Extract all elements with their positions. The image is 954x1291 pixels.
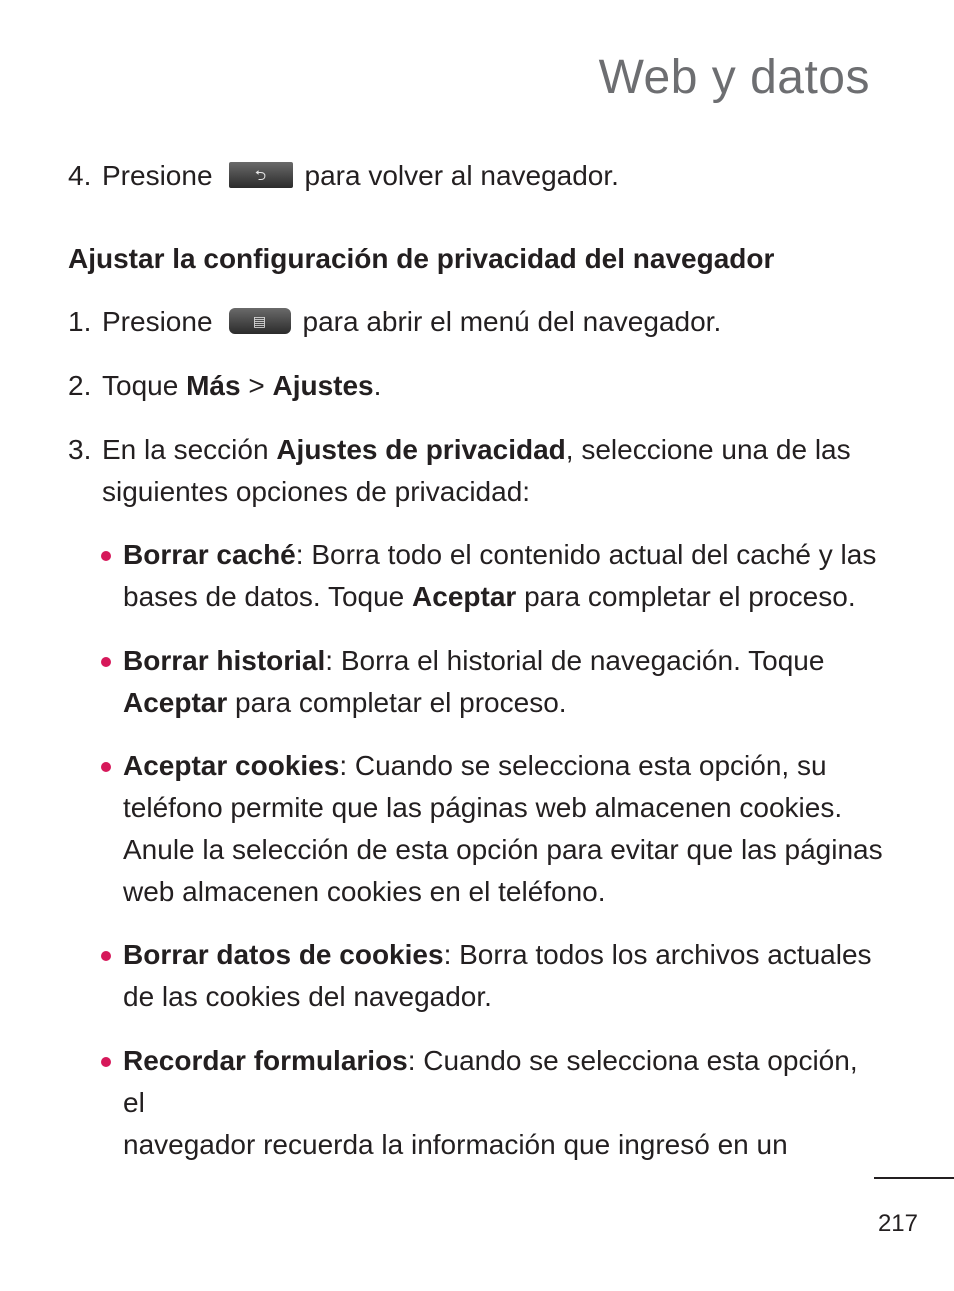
step-number: 1. — [68, 306, 92, 337]
section-heading: Ajustar la configuración de privacidad del navegador — [68, 243, 775, 274]
step-number: 4. — [68, 160, 92, 191]
bullet-dot-icon — [101, 657, 111, 667]
bullet-aceptar-cookies — [123, 745, 883, 913]
bullet-borrar-historial — [123, 640, 883, 724]
bullet-text: : Cuando se selecciona esta opción, su — [339, 750, 827, 781]
bullet-term: Borrar caché — [123, 539, 296, 570]
bullet-dot-icon — [101, 1057, 111, 1067]
bullet-text: : Cuando se selecciona esta opción, el — [123, 1045, 858, 1118]
bullet-term: Borrar historial — [123, 645, 326, 676]
step-text-after: para abrir el menú del navegador. — [302, 306, 722, 337]
bullet-text: : Borra todos los archivos actuales — [443, 939, 872, 970]
back-button-icon: ⮌ — [229, 162, 293, 188]
bullet-text: teléfono permite que las páginas web almacenen cookies. — [123, 792, 843, 823]
bullet-text: : Borra todo el contenido actual del caché y las — [295, 539, 877, 570]
step-1 — [68, 301, 721, 343]
bullet-text: para completar el proceso. — [516, 581, 856, 612]
step-end: . — [373, 370, 382, 401]
aceptar-label: Aceptar — [412, 581, 517, 612]
bullet-text: navegador recuerda la información que ingresó en un — [123, 1129, 788, 1160]
footer-rule — [874, 1177, 954, 1179]
aceptar-label: Aceptar — [123, 687, 228, 718]
path-separator: > — [240, 370, 273, 401]
page-number: 217 — [877, 1210, 918, 1237]
step-3 — [68, 429, 851, 471]
step-4 — [68, 155, 619, 197]
bullet-dot-icon — [101, 551, 111, 561]
bullet-text: bases de datos. Toque — [123, 581, 413, 612]
menu-path-mas: Más — [186, 370, 241, 401]
bullet-text: web almacenen cookies en el teléfono. — [123, 876, 606, 907]
bullet-term: Borrar datos de cookies — [123, 939, 444, 970]
bullet-term: Recordar formularios — [123, 1045, 408, 1076]
step-text-before: Presione — [102, 306, 213, 337]
bullet-term: Aceptar cookies — [123, 750, 340, 781]
step-text: En la sección — [102, 434, 277, 465]
menu-path-ajustes: Ajustes — [272, 370, 374, 401]
step-3-line-2: siguientes opciones de privacidad: — [102, 476, 531, 507]
step-text-before: Presione — [102, 160, 213, 191]
menu-button-icon: ▤ — [229, 308, 291, 334]
bullet-recordar-formularios — [123, 1040, 883, 1166]
bullet-borrar-cache — [123, 534, 883, 618]
privacy-section-name: Ajustes de privacidad — [276, 434, 566, 465]
step-text: Toque — [102, 370, 187, 401]
bullet-text: Anule la selección de esta opción para evitar que las páginas — [123, 834, 883, 865]
bullet-dot-icon — [101, 951, 111, 961]
step-text-after: , seleccione una de las — [565, 434, 851, 465]
page-title: Web y datos — [598, 51, 870, 104]
bullet-text: : Borra el historial de navegación. Toque — [325, 645, 825, 676]
bullet-borrar-datos-cookies — [123, 934, 883, 1018]
bullet-text: de las cookies del navegador. — [123, 981, 492, 1012]
bullet-dot-icon — [101, 762, 111, 772]
step-number: 2. — [68, 370, 92, 401]
step-2 — [68, 365, 381, 407]
step-text-after: para volver al navegador. — [304, 160, 619, 191]
step-number: 3. — [68, 434, 92, 465]
bullet-text: para completar el proceso. — [227, 687, 567, 718]
